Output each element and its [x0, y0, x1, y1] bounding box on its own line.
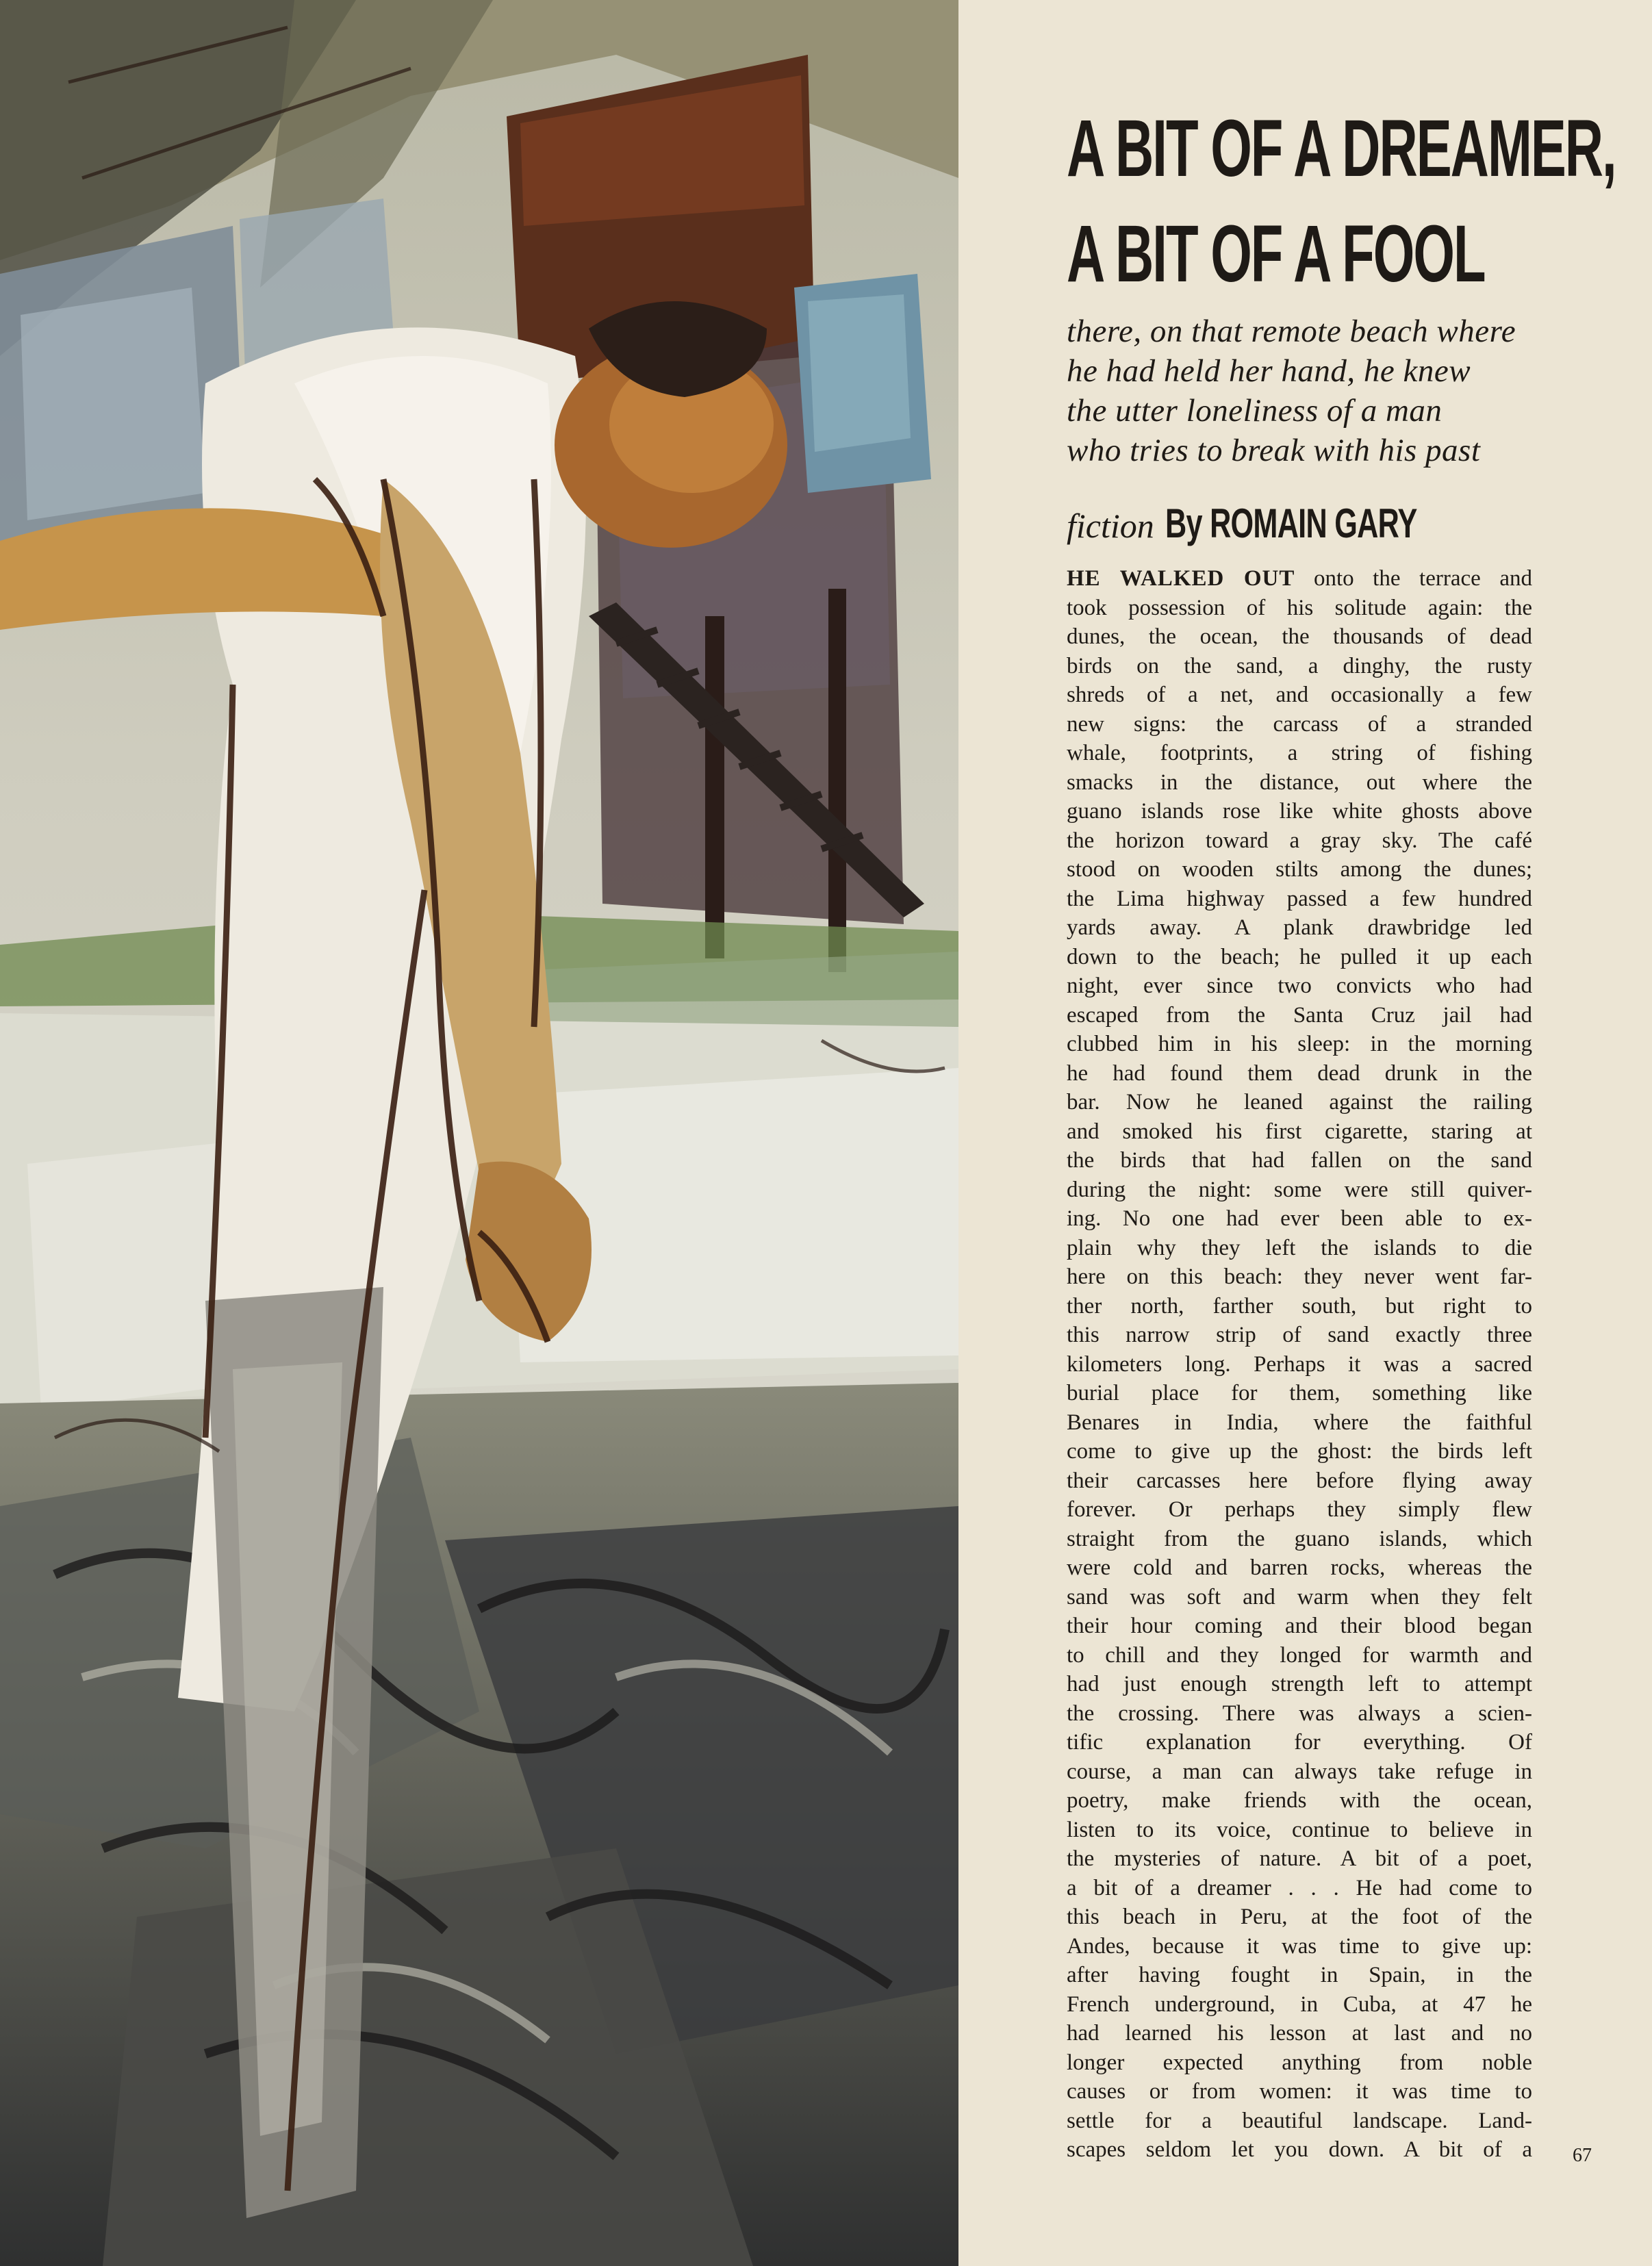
body-line: straight from the guano islands, which [1067, 1526, 1532, 1551]
body-line: sand was soft and warm when they felt [1067, 1584, 1532, 1609]
body-line: new signs: the carcass of a stranded [1067, 711, 1532, 737]
body-line: Andes, because it was time to give up: [1067, 1933, 1532, 1959]
body-line: forever. Or perhaps they simply flew [1067, 1497, 1532, 1522]
byline [1067, 500, 1514, 555]
body-line: to chill and they longed for warmth and [1067, 1642, 1532, 1668]
body-line: Benares in India, where the faithful [1067, 1410, 1532, 1435]
body-line: settle for a beautiful landscape. Land- [1067, 2108, 1532, 2133]
deck-line: who tries to break with his past [1067, 433, 1481, 468]
body-line: French underground, in Cuba, at 47 he [1067, 1991, 1532, 2017]
deck-line: he had held her hand, he knew [1067, 353, 1471, 389]
body-line: the horizon toward a gray sky. The café [1067, 828, 1532, 853]
first-line-rest: onto the terrace and [1295, 566, 1532, 591]
body-line: the crossing. There was always a scien- [1067, 1701, 1532, 1726]
article-headline [1067, 96, 1616, 307]
body-line: yards away. A plank drawbridge led [1067, 915, 1532, 940]
body-line: smacks in the distance, out where the [1067, 769, 1532, 795]
body-line: the mysteries of nature. A bit of a poet, [1067, 1846, 1532, 1871]
body-line: course, a man can always take refuge in [1067, 1759, 1532, 1784]
body-line: after having fought in Spain, in the [1067, 1963, 1532, 1987]
body-line: their hour coming and their blood began [1067, 1614, 1532, 1638]
body-line: bar. Now he leaned against the railing [1067, 1090, 1532, 1115]
byline-author: By ROMAIN GARY [1165, 500, 1417, 546]
body-line: dunes, the ocean, the thousands of dead [1067, 624, 1532, 649]
body-line: the Lima highway passed a few hundred [1067, 886, 1532, 911]
body-line: this narrow strip of sand exactly three [1067, 1323, 1532, 1347]
body-line: listen to its voice, continue to believe in [1067, 1817, 1532, 1842]
article-body [1067, 564, 1532, 2165]
body-line: their carcasses here before flying away [1067, 1468, 1532, 1493]
body-line: whale, footprints, a string of fishing [1067, 741, 1532, 765]
body-line: ing. No one had ever been able to ex- [1067, 1206, 1532, 1231]
body-line: night, ever since two convicts who had [1067, 973, 1532, 998]
body-line: he had found them dead drunk in the [1067, 1060, 1532, 1086]
deck-line: the utter loneliness of a man [1067, 393, 1443, 429]
body-line: down to the beach; he pulled it up each [1067, 944, 1532, 969]
body-line: during the night: some were still quiver- [1067, 1177, 1532, 1202]
body-line: come to give up the ghost: the birds left [1067, 1439, 1532, 1464]
body-line: scapes seldom let you down. A bit of a [1067, 2137, 1532, 2162]
body-line: kilometers long. Perhaps it was a sacred [1067, 1351, 1532, 1377]
lead-in: HE WALKED OUT [1067, 566, 1295, 591]
headline-line-1: A BIT OF A DREAMER, [1067, 103, 1616, 194]
body-line: a bit of a dreamer . . . He had come to [1067, 1875, 1532, 1900]
body-line: the birds that had fallen on the sand [1067, 1148, 1532, 1173]
body-line: burial place for them, something like [1067, 1381, 1532, 1405]
body-line: had just enough strength left to attempt [1067, 1672, 1532, 1696]
body-line: shreds of a net, and occasionally a few [1067, 683, 1532, 707]
body-line: clubbed him in his sleep: in the morning [1067, 1032, 1532, 1056]
body-line: this beach in Peru, at the foot of the [1067, 1905, 1532, 1929]
body-line: plain why they left the islands to die [1067, 1235, 1532, 1260]
body-line: tific explanation for everything. Of [1067, 1730, 1532, 1755]
body-line: poetry, make friends with the ocean, [1067, 1788, 1532, 1813]
body-line: and smoked his first cigarette, staring at [1067, 1119, 1532, 1144]
body-line: were cold and barren rocks, whereas the [1067, 1555, 1532, 1580]
body-line: had learned his lesson at last and no [1067, 2021, 1532, 2046]
deck-line: there, on that remote beach where [1067, 314, 1516, 349]
body-line: ther north, farther south, but right to [1067, 1293, 1532, 1319]
body-line: guano islands rose like white ghosts above [1067, 799, 1532, 824]
page-number: 67 [1573, 2145, 1592, 2166]
body-line: stood on wooden stilts among the dunes; [1067, 857, 1532, 882]
body-line: longer expected anything from noble [1067, 2050, 1532, 2075]
headline-line-2: A BIT OF A FOOL [1067, 209, 1485, 299]
article-deck [1067, 311, 1539, 470]
body-line: birds on the sand, a dinghy, the rusty [1067, 653, 1532, 678]
body-line: escaped from the Santa Cruz jail had [1067, 1002, 1532, 1028]
body-line-first [1067, 564, 1532, 594]
body-line: causes or from women: it was time to [1067, 2079, 1532, 2104]
byline-kicker: fiction [1067, 507, 1154, 545]
body-line: took possession of his solitude again: the [1067, 595, 1532, 620]
body-line: here on this beach: they never went far- [1067, 1264, 1532, 1289]
